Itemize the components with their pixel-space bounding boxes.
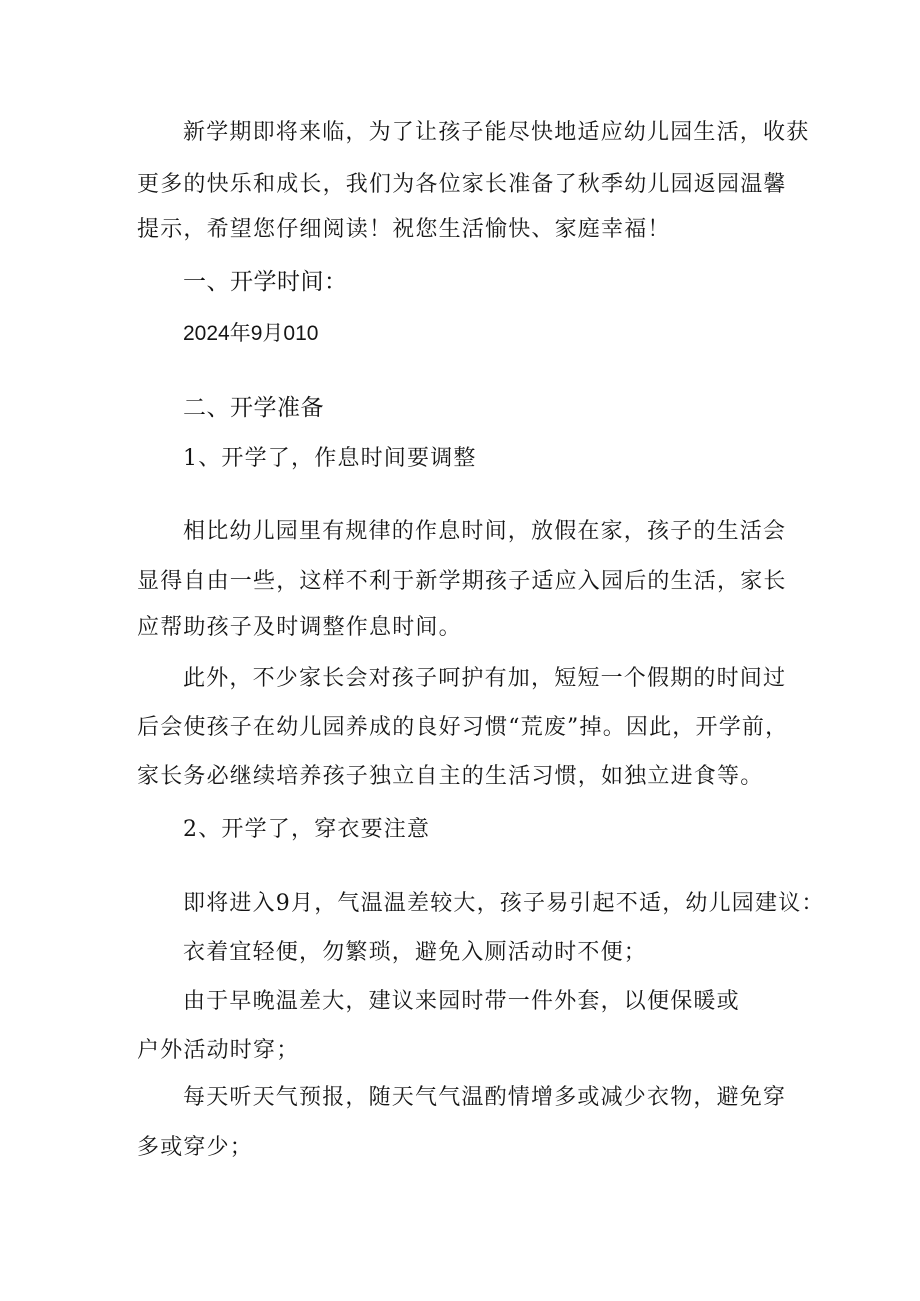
start-date: 2024年9月010 bbox=[183, 322, 319, 345]
item-1-para-2-line-1: 此外，不少家长会对孩子呵护有加，短短一个假期的时间过 bbox=[183, 666, 787, 691]
item-2-line-1: 即将进入9月，气温温差较大，孩子易引起不适，幼儿园建议： bbox=[183, 891, 825, 916]
item-1-para-1-line-1: 相比幼儿园里有规律的作息时间，放假在家，孩子的生活会 bbox=[183, 519, 787, 544]
item-1-title: 1、开学了，作息时间要调整 bbox=[183, 446, 477, 471]
section-2-heading: 二、开学准备 bbox=[183, 395, 324, 421]
item-2-line-4: 户外活动时穿； bbox=[137, 1038, 300, 1063]
item-1-para-1-line-3: 应帮助孩子及时调整作息时间。 bbox=[137, 615, 462, 640]
item-1-para-2-line-3: 家长务必继续培养孩子独立自主的生活习惯，如独立进食等。 bbox=[137, 764, 764, 789]
intro-line-2: 更多的快乐和成长，我们为各位家长准备了秋季幼儿园返园温馨 bbox=[137, 172, 787, 197]
item-2-title: 2、开学了，穿衣要注意 bbox=[183, 817, 431, 842]
item-1-para-1-line-2: 显得自由一些，这样不利于新学期孩子适应入园后的生活，家长 bbox=[137, 569, 787, 594]
item-2-line-3: 由于早晚温差大，建议来园时带一件外套，以便保暖或 bbox=[183, 989, 740, 1014]
item-2-line-2: 衣着宜轻便，勿繁琐，避免入厕活动时不便； bbox=[183, 940, 648, 965]
item-1-para-2-line-2: 后会使孩子在幼儿园养成的良好习惯“荒废”掉。因此，开学前， bbox=[137, 715, 789, 740]
item-2-line-5: 每天听天气预报，随天气气温酌情增多或减少衣物，避免穿 bbox=[183, 1085, 787, 1110]
item-2-line-6: 多或穿少； bbox=[137, 1135, 254, 1160]
section-1-heading: 一、开学时间： bbox=[183, 269, 348, 295]
intro-line-1: 新学期即将来临，为了让孩子能尽快地适应幼儿园生活，收获 bbox=[183, 120, 810, 145]
intro-line-3: 提示，希望您仔细阅读！祝您生活愉快、家庭幸福！ bbox=[137, 217, 671, 242]
